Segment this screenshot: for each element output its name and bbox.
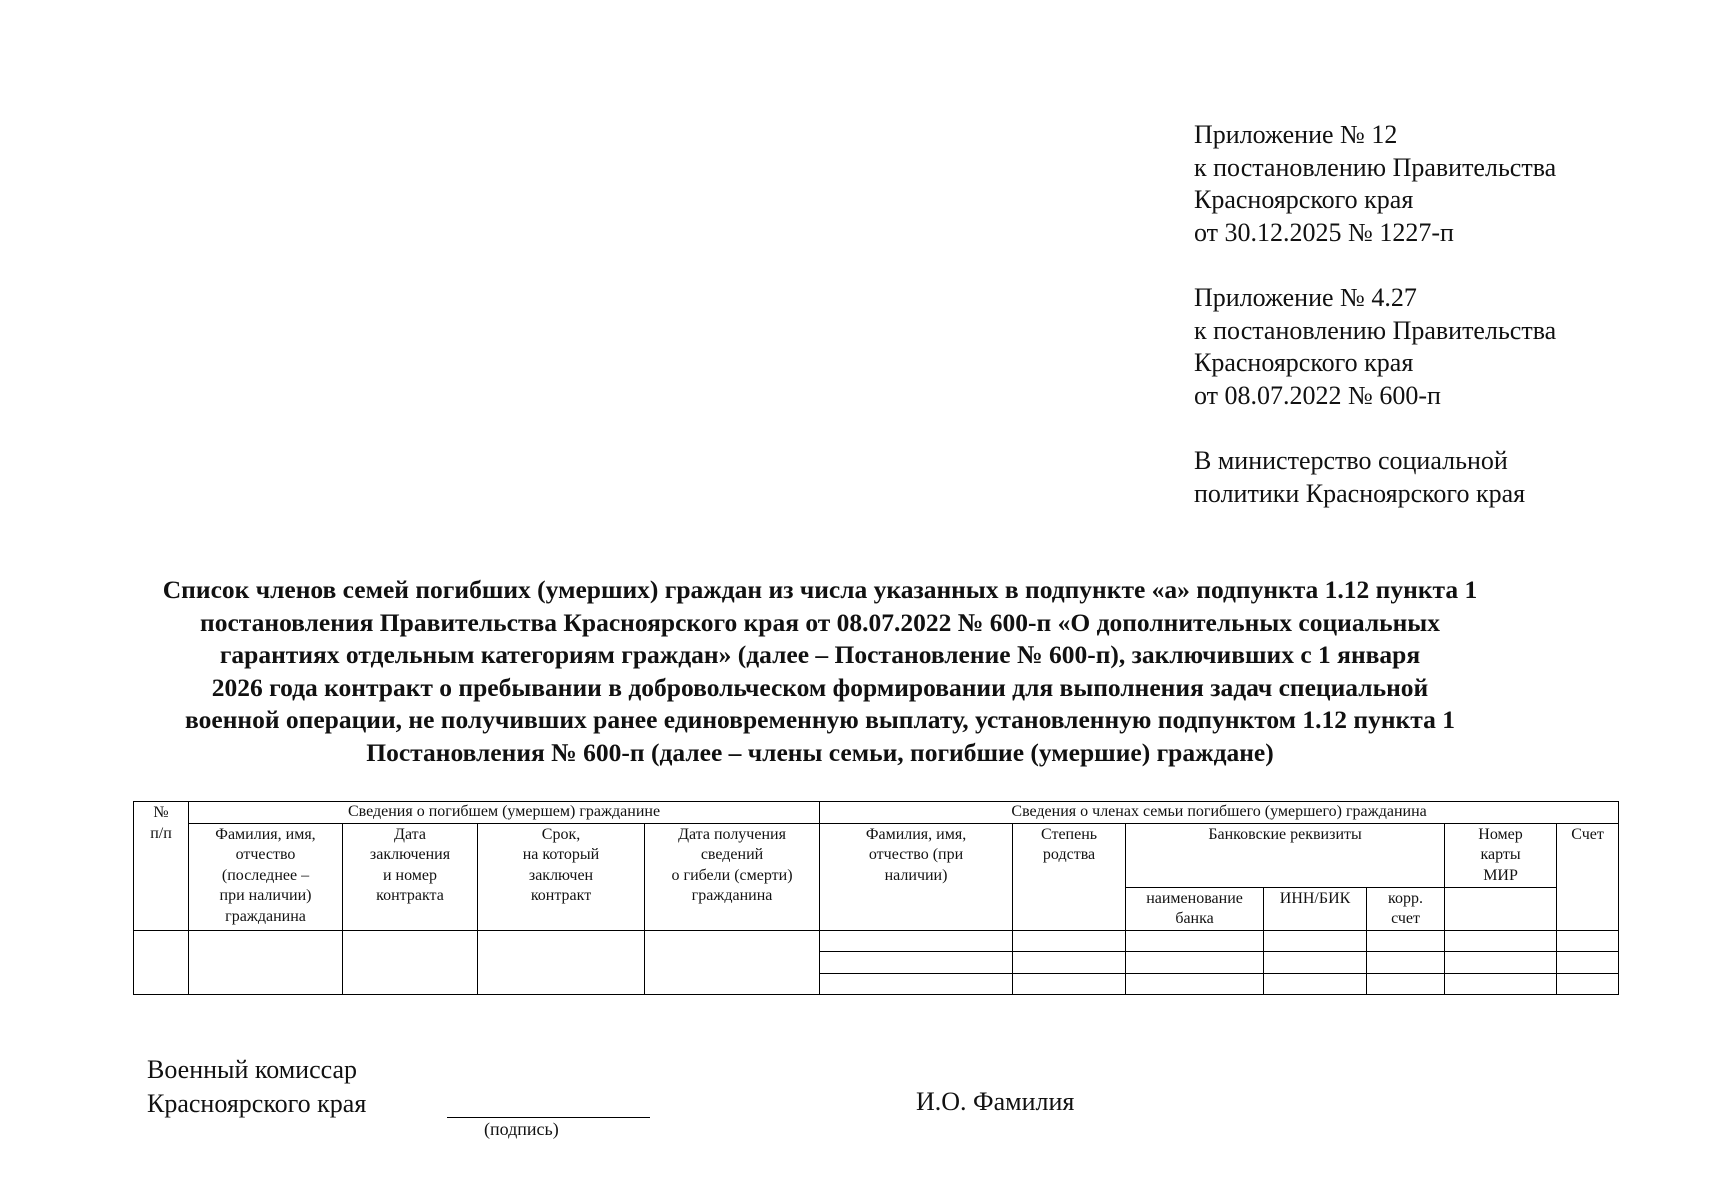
data-cell bbox=[1367, 973, 1445, 994]
data-cell bbox=[1367, 930, 1445, 951]
appendix-ref-line: Красноярского края bbox=[1194, 348, 1414, 377]
title-line: Список членов семей погибших (умерших) граждан из числа указанных в подпункте «а» подпункта 1.12 пункта 1 bbox=[162, 575, 1478, 604]
addressee-block bbox=[1194, 445, 1634, 510]
header-cell-corr-account: корр. счет bbox=[1367, 887, 1445, 930]
data-cell bbox=[1557, 973, 1619, 994]
data-cell bbox=[1557, 951, 1619, 973]
title-line: постановления Правительства Красноярского края от 08.07.2022 № 600-п «О дополнительных социальных bbox=[200, 607, 1440, 637]
data-cell bbox=[1264, 973, 1367, 994]
data-cell bbox=[1264, 930, 1367, 951]
data-cell bbox=[343, 930, 478, 994]
table-row bbox=[134, 930, 1619, 951]
signatory-line: Красноярского края bbox=[147, 1089, 367, 1118]
document-title bbox=[120, 574, 1520, 770]
data-cell bbox=[820, 973, 1013, 994]
data-cell bbox=[134, 930, 189, 994]
data-cell bbox=[478, 930, 645, 994]
header-group-deceased: Сведения о погибшем (умершем) гражданине bbox=[189, 802, 820, 824]
family-members-table bbox=[133, 801, 1619, 995]
header-cell-mir-card: Номер карты МИР bbox=[1445, 823, 1557, 887]
data-cell bbox=[1445, 930, 1557, 951]
title-line: 2026 года контракт о пребывании в добровольческом формировании для выполнения задач специальной bbox=[211, 672, 1429, 702]
data-cell bbox=[1013, 930, 1126, 951]
appendix-4-27-header bbox=[1194, 282, 1634, 412]
header-cell-inn-bik: ИНН/БИК bbox=[1264, 887, 1367, 930]
addressee-line: политики Красноярского края bbox=[1194, 478, 1526, 508]
title-line: гарантиях отдельным категориям граждан» (далее – Постановление № 600-п), заключивших с 1 января bbox=[219, 640, 1421, 670]
data-cell bbox=[1445, 973, 1557, 994]
data-cell bbox=[820, 951, 1013, 973]
header-cell-family-name: Фамилия, имя, отчество (при наличии) bbox=[820, 823, 1013, 930]
header-cell-contract-term: Срок, на который заключен контракт bbox=[478, 823, 645, 930]
signatory-name: И.О. Фамилия bbox=[916, 1087, 1075, 1116]
data-cell bbox=[1367, 951, 1445, 973]
data-cell bbox=[1126, 973, 1264, 994]
header-group-family: Сведения о членах семьи погибшего (умершего) гражданина bbox=[820, 802, 1619, 824]
data-cell bbox=[1126, 951, 1264, 973]
data-cell bbox=[1557, 930, 1619, 951]
appendix-ref-line: к постановлению Правительства bbox=[1194, 315, 1557, 345]
data-cell bbox=[645, 930, 820, 994]
header-cell-deceased-name: Фамилия, имя, отчество (последнее – при наличии) гражданина bbox=[189, 823, 343, 930]
data-cell bbox=[1013, 973, 1126, 994]
title-line: Постановления № 600-п (далее – члены семьи, погибшие (умершие) граждане) bbox=[366, 737, 1274, 767]
data-cell bbox=[1264, 951, 1367, 973]
data-cell bbox=[1445, 951, 1557, 973]
appendix-ref-line: к постановлению Правительства bbox=[1194, 152, 1557, 182]
appendix-ref-line: Красноярского края bbox=[1194, 185, 1414, 214]
signature-line bbox=[447, 1117, 650, 1118]
appendix-12-header bbox=[1194, 119, 1634, 249]
data-cell bbox=[820, 930, 1013, 951]
data-cell bbox=[1126, 930, 1264, 951]
title-line: военной операции, не получивших ранее единовременную выплату, установленную подпунктом 1.12 пункта 1 bbox=[185, 705, 1455, 735]
header-cell-contract-date: Дата заключения и номер контракта bbox=[343, 823, 478, 930]
signature-caption: (подпись) bbox=[484, 1119, 559, 1139]
appendix-number: Приложение № 4.27 bbox=[1194, 283, 1417, 312]
data-cell bbox=[1013, 951, 1126, 973]
header-cell-bank-details: Банковские реквизиты bbox=[1126, 823, 1445, 887]
data-cell bbox=[189, 930, 343, 994]
signatory-position bbox=[147, 1053, 366, 1121]
header-cell-row-number: № п/п bbox=[134, 802, 189, 931]
header-cell-mir-card-blank bbox=[1445, 887, 1557, 930]
signatory-line: Военный комиссар bbox=[147, 1055, 358, 1084]
addressee-line: В министерство социальной bbox=[1194, 446, 1508, 475]
appendix-date-line: от 30.12.2025 № 1227-п bbox=[1194, 217, 1454, 247]
appendix-date-line: от 08.07.2022 № 600-п bbox=[1194, 380, 1441, 410]
header-cell-relation: Степень родства bbox=[1013, 823, 1126, 930]
header-cell-account: Счет bbox=[1557, 823, 1619, 930]
header-cell-death-info-date: Дата получения сведений о гибели (смерти) гражданина bbox=[645, 823, 820, 930]
appendix-number: Приложение № 12 bbox=[1194, 120, 1398, 149]
header-cell-bank-name: наименование банка bbox=[1126, 887, 1264, 930]
